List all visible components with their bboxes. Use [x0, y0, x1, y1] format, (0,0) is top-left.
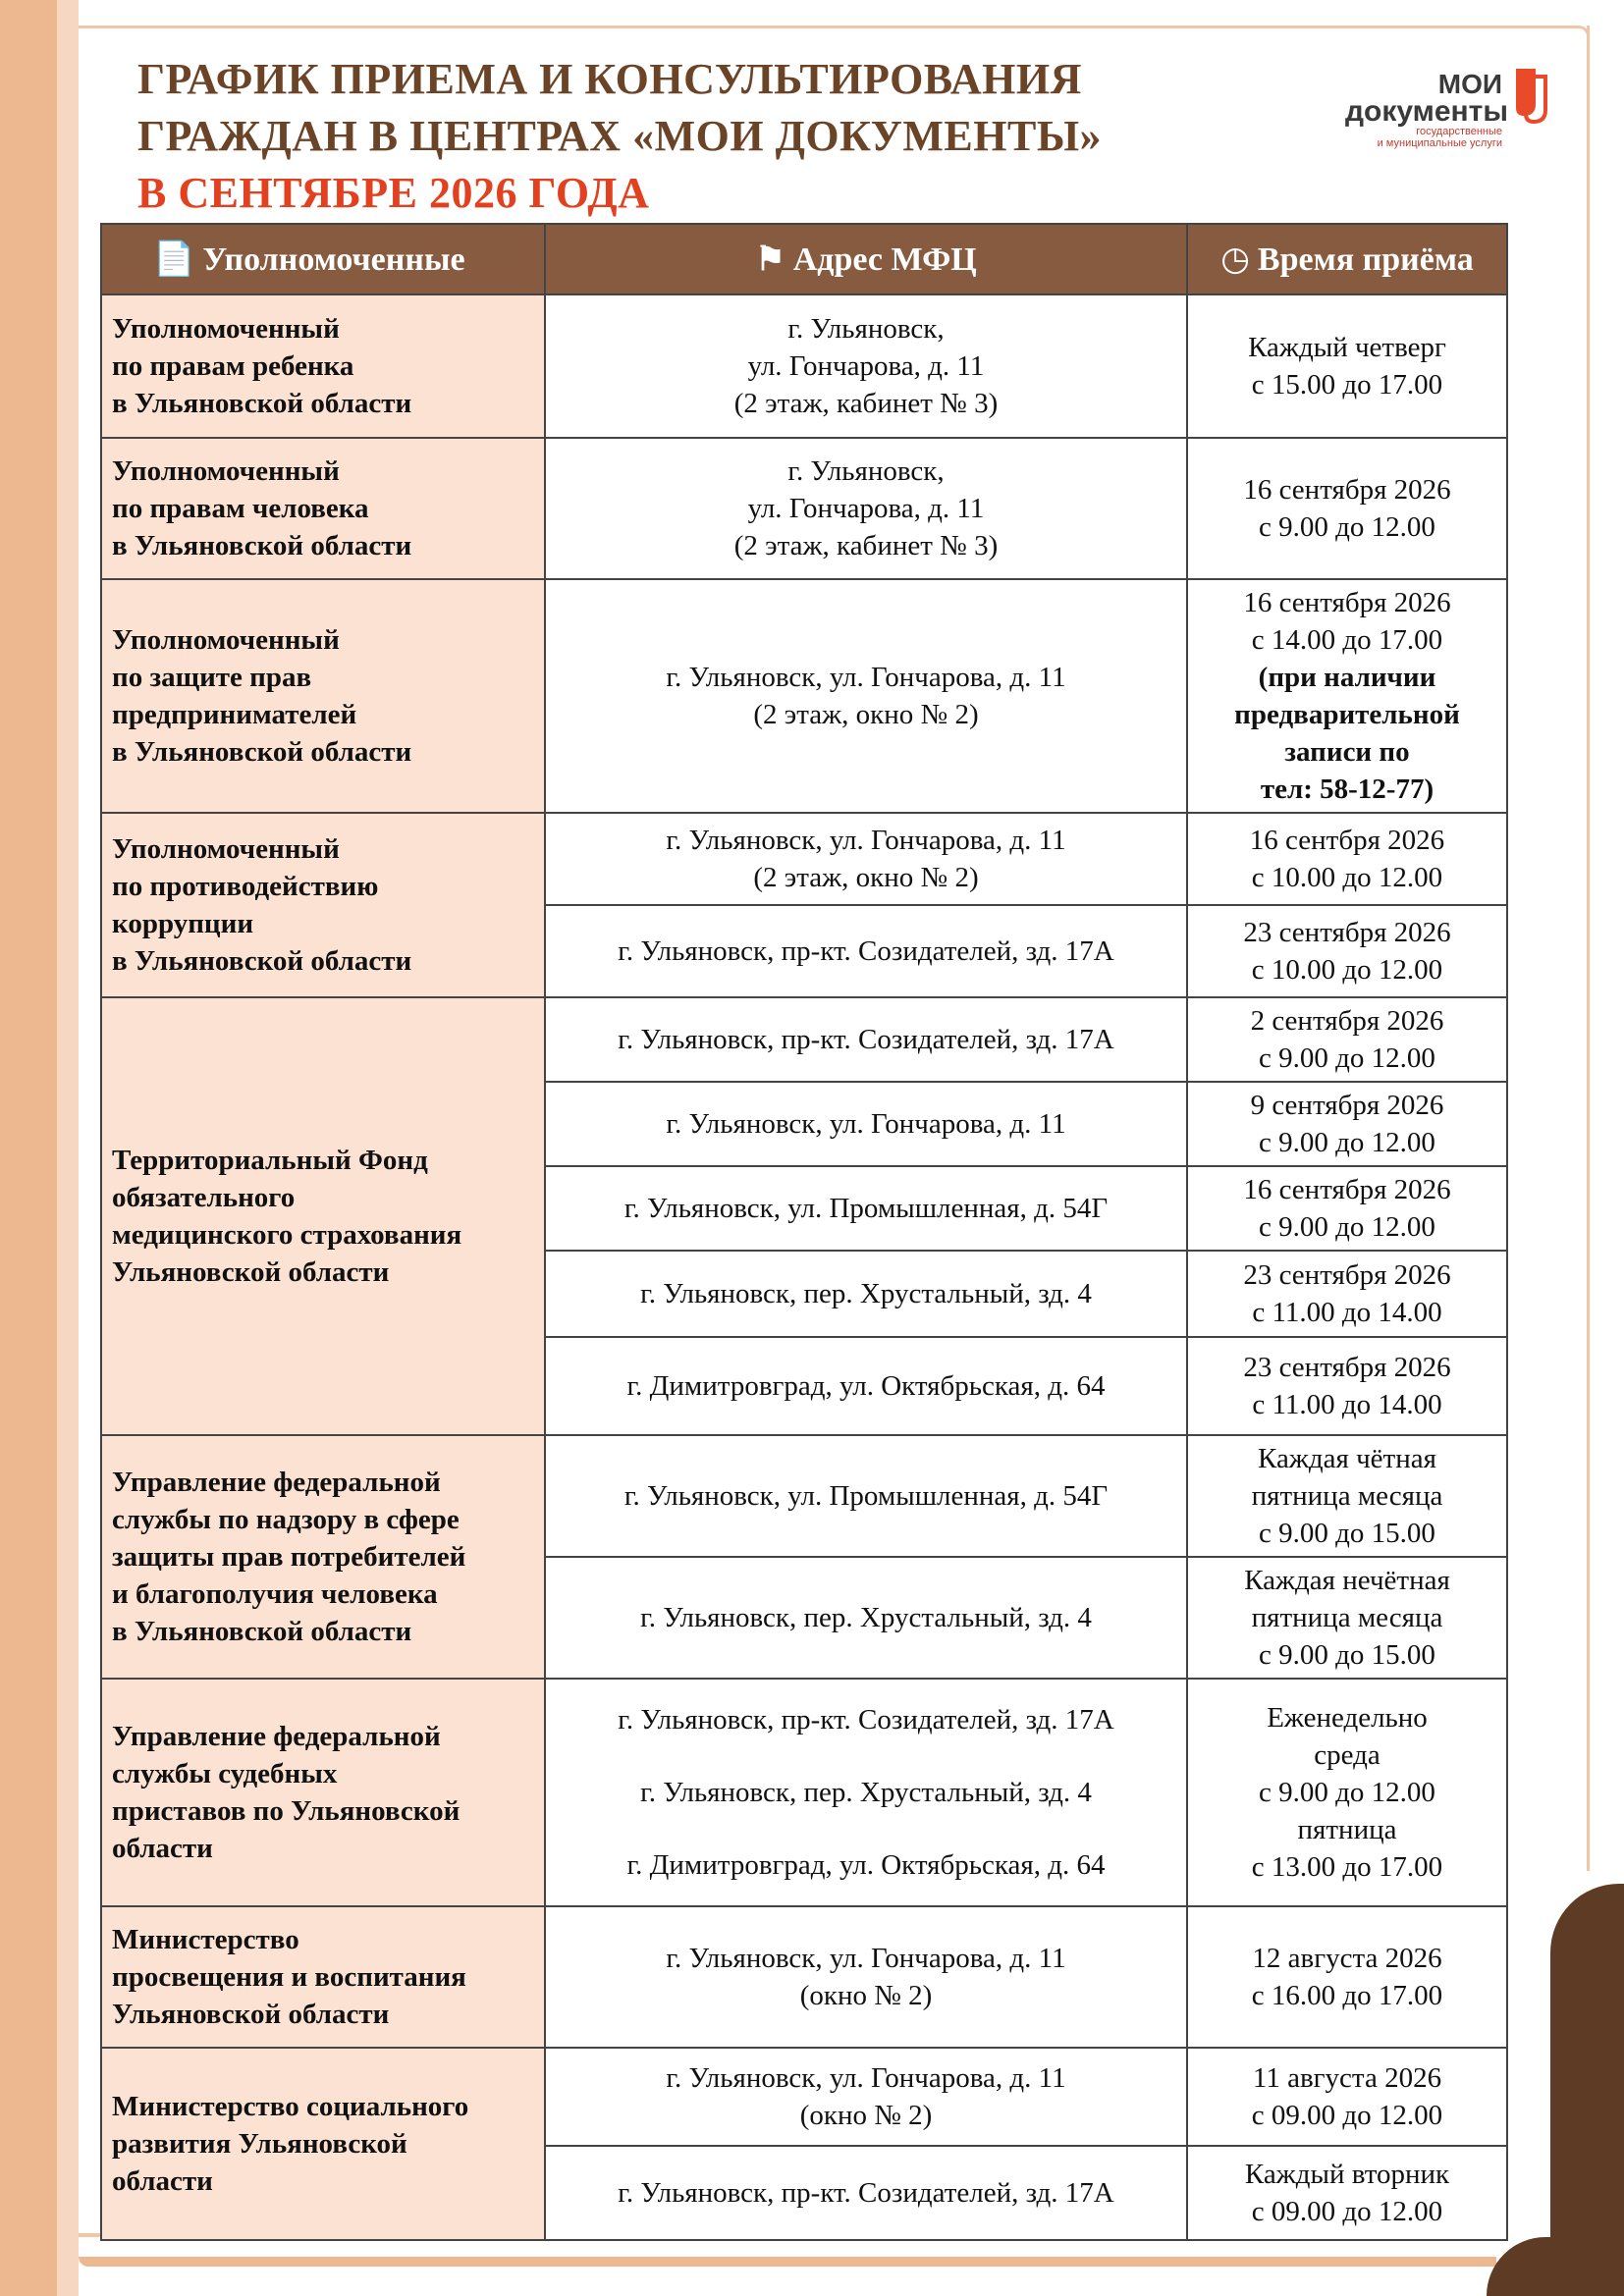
- time-line: пятница месяца: [1251, 1602, 1443, 1633]
- schedule-table: [100, 223, 1508, 2241]
- time-line: пятница: [1297, 1814, 1397, 1845]
- organization-cell: [101, 1435, 545, 1679]
- time-note-line: (при наличии: [1258, 662, 1436, 693]
- time-cell: [1187, 1679, 1507, 1906]
- organization-name-line: медицинского страхования: [112, 1219, 462, 1251]
- address-line: г. Ульяновск, ул. Гончарова, д. 11: [666, 2062, 1066, 2094]
- organization-name-line: службы по надзору в сфере: [112, 1504, 460, 1535]
- organization-name-line: по правам человека: [112, 493, 369, 524]
- time-line: Еженедельно: [1267, 1702, 1428, 1734]
- time-cell: [1187, 1906, 1507, 2048]
- address-line: (2 этаж, окно № 2): [753, 699, 979, 730]
- time-line: 12 августа 2026: [1252, 1943, 1442, 1974]
- address-cell: [545, 1906, 1187, 2048]
- organization-name-line: Министерство социального: [112, 2091, 469, 2122]
- time-line: 23 сентября 2026: [1243, 917, 1451, 948]
- organization-name-line: по противодействию: [112, 871, 379, 902]
- table-row: [101, 997, 1507, 1082]
- organization-name-line: Уполномоченный: [112, 624, 340, 656]
- address-line: г. Ульяновск, пер. Хрустальный, зд. 4: [640, 1777, 1092, 1808]
- address-line: (2 этаж, окно № 2): [753, 862, 979, 893]
- logo-sub-1: государственные: [1416, 126, 1502, 137]
- table-row: [101, 813, 1507, 905]
- clock-icon: ◷: [1220, 241, 1250, 278]
- organization-name-line: в Ульяновской области: [112, 736, 412, 768]
- address-line: г. Ульяновск, пер. Хрустальный, зд. 4: [640, 1278, 1092, 1309]
- page-title: [137, 51, 1316, 222]
- title-line-2: ГРАЖДАН В ЦЕНТРАХ «МОИ ДОКУМЕНТЫ»: [137, 112, 1103, 160]
- organization-name-line: развития Ульяновской: [112, 2128, 407, 2160]
- organization-name-line: коррупции: [112, 908, 254, 939]
- time-line: Каждая нечётная: [1244, 1565, 1450, 1596]
- time-cell: [1187, 294, 1507, 438]
- organization-name-line: просвещения и воспитания: [112, 1961, 466, 1993]
- time-line: пятница месяца: [1251, 1480, 1443, 1512]
- organization-name-line: в Ульяновской области: [112, 1616, 412, 1647]
- frame-left-band: [0, 0, 57, 2296]
- logo-top: МОИ: [1437, 69, 1502, 99]
- time-line: с 14.00 до 17.00: [1251, 624, 1443, 656]
- header-time: ◷ Время приёма: [1187, 224, 1507, 294]
- address-cell: [545, 1435, 1187, 1557]
- organization-name-line: защиты прав потребителей: [112, 1541, 466, 1573]
- organization-cell: [101, 438, 545, 579]
- organization-name-line: области: [112, 1833, 213, 1864]
- time-line: Каждая чётная: [1258, 1443, 1436, 1474]
- time-line: с 9.00 до 12.00: [1259, 1127, 1435, 1158]
- address-line: г. Ульяновск, ул. Гончарова, д. 11: [666, 662, 1066, 693]
- time-line: 2 сентября 2026: [1250, 1005, 1444, 1037]
- header-address: ⚑ Адрес МФЦ: [545, 224, 1187, 294]
- time-cell: [1187, 438, 1507, 579]
- corner-decoration-small: [1487, 2237, 1585, 2296]
- address-line: г. Ульяновск, пр-кт. Созидателей, зд. 17А: [618, 935, 1114, 967]
- address-cell: [545, 1557, 1187, 1679]
- organization-name-line: Управление федеральной: [112, 1721, 441, 1752]
- title-line-3: В СЕНТЯБРЕ 2026 ГОДА: [137, 169, 650, 217]
- address-line: (2 этаж, кабинет № 3): [733, 388, 999, 419]
- address-cell: [545, 2048, 1187, 2146]
- table-row: [101, 2048, 1507, 2146]
- address-line: г. Ульяновск, пр-кт. Созидателей, зд. 17А: [618, 1704, 1114, 1735]
- organization-name-line: приставов по Ульяновской: [112, 1795, 460, 1827]
- address-cell: [545, 1679, 1187, 1906]
- logo-main: документы: [1345, 95, 1508, 128]
- logo-mark-icon: [1510, 65, 1551, 124]
- time-cell: [1187, 1166, 1507, 1251]
- time-line: с 9.00 до 12.00: [1259, 1042, 1435, 1074]
- time-line: с 15.00 до 17.00: [1251, 369, 1443, 400]
- organization-name-line: Уполномоченный: [112, 833, 340, 865]
- time-cell: [1187, 1082, 1507, 1166]
- time-line: с 09.00 до 12.00: [1251, 2100, 1443, 2131]
- time-line: 23 сентября 2026: [1243, 1259, 1451, 1291]
- address-line: (2 этаж, кабинет № 3): [733, 530, 999, 561]
- address-cell: [545, 2146, 1187, 2240]
- organization-name-line: по правам ребенка: [112, 350, 354, 382]
- time-note-line: записи по: [1284, 736, 1410, 768]
- table-row: [101, 1906, 1507, 2048]
- organization-name-line: обязательного: [112, 1182, 296, 1213]
- time-line: 11 августа 2026: [1252, 2062, 1442, 2094]
- address-cell: [545, 905, 1187, 997]
- frame-bottom-band: [79, 2257, 1496, 2267]
- organization-name-line: области: [112, 2165, 213, 2197]
- time-line: 16 сентября 2026: [1243, 1174, 1451, 1205]
- flag-icon: ⚑: [755, 241, 785, 278]
- time-cell: [1187, 1557, 1507, 1679]
- time-note-line: предварительной: [1234, 699, 1460, 730]
- time-cell: [1187, 2146, 1507, 2240]
- address-line: ул. Гончарова, д. 11: [747, 350, 985, 382]
- address-cell: [545, 813, 1187, 905]
- address-cell: [545, 438, 1187, 579]
- time-line: с 13.00 до 17.00: [1251, 1851, 1443, 1883]
- time-line: с 11.00 до 14.00: [1252, 1389, 1442, 1420]
- time-cell: [1187, 579, 1507, 813]
- address-line: ул. Гончарова, д. 11: [747, 493, 985, 524]
- organization-name-line: Ульяновской области: [112, 1999, 390, 2030]
- organization-cell: [101, 579, 545, 813]
- address-line: г. Ульяновск, ул. Гончарова, д. 11: [666, 825, 1066, 856]
- time-cell: [1187, 905, 1507, 997]
- address-line: г. Димитровград, ул. Октябрьская, д. 64: [626, 1849, 1106, 1881]
- organization-cell: [101, 294, 545, 438]
- time-line: 16 сентября 2026: [1243, 474, 1451, 506]
- organization-name-line: Территориальный Фонд: [112, 1145, 428, 1176]
- time-cell: [1187, 1337, 1507, 1435]
- moi-dokumenty-logo: [1345, 65, 1571, 163]
- table-row: [101, 1435, 1507, 1557]
- header-authorized: 📄 Уполномоченные: [101, 224, 545, 294]
- organization-cell: [101, 1679, 545, 1906]
- time-line: Каждый четверг: [1248, 332, 1446, 363]
- frame-left-inner-band: [57, 0, 79, 2296]
- organization-name-line: Министерство: [112, 1924, 299, 1955]
- organization-name-line: в Ульяновской области: [112, 388, 412, 419]
- address-line: (окно № 2): [799, 2100, 933, 2131]
- address-line: г. Ульяновск, ул. Гончарова, д. 11: [666, 1943, 1066, 1974]
- time-line: среда: [1314, 1739, 1380, 1771]
- organization-name-line: Управление федеральной: [112, 1467, 441, 1498]
- organization-name-line: службы судебных: [112, 1758, 338, 1789]
- organization-name-line: Уполномоченный: [112, 455, 340, 487]
- address-line: г. Ульяновск, пр-кт. Созидателей, зд. 17А: [618, 2177, 1114, 2209]
- table-row: [101, 438, 1507, 579]
- organization-name-line: Ульяновской области: [112, 1256, 390, 1288]
- time-line: 16 сентября 2026: [1243, 587, 1451, 618]
- title-line-1: ГРАФИК ПРИЕМА И КОНСУЛЬТИРОВАНИЯ: [137, 55, 1082, 103]
- time-line: 9 сентября 2026: [1250, 1090, 1444, 1121]
- logo-text: [1345, 69, 1508, 149]
- address-cell: [545, 1251, 1187, 1337]
- time-cell: [1187, 1251, 1507, 1337]
- time-cell: [1187, 1435, 1507, 1557]
- time-cell: [1187, 2048, 1507, 2146]
- address-line: г. Ульяновск, ул. Гончарова, д. 11: [666, 1108, 1066, 1140]
- time-line: с 9.00 до 12.00: [1259, 511, 1435, 543]
- organization-cell: [101, 2048, 545, 2240]
- organization-name-line: предпринимателей: [112, 699, 357, 730]
- organization-name-line: Уполномоченный: [112, 313, 340, 345]
- frame-top-line: [79, 26, 1590, 36]
- time-line: с 9.00 до 15.00: [1259, 1518, 1435, 1549]
- time-line: с 11.00 до 14.00: [1252, 1297, 1442, 1328]
- organization-cell: [101, 997, 545, 1435]
- frame-right-line: [1567, 26, 1590, 1871]
- document-icon: 📄: [153, 241, 195, 278]
- address-line: г. Ульяновск, ул. Промышленная, д. 54Г: [623, 1480, 1109, 1512]
- address-line: г. Ульяновск, пр-кт. Созидателей, зд. 17А: [618, 1024, 1114, 1055]
- time-line: 23 сентября 2026: [1243, 1352, 1451, 1383]
- table-row: [101, 1679, 1507, 1906]
- organization-cell: [101, 1906, 545, 2048]
- address-cell: [545, 579, 1187, 813]
- time-line: с 10.00 до 12.00: [1251, 954, 1443, 986]
- address-line: г. Ульяновск,: [787, 313, 945, 345]
- time-line: с 9.00 до 12.00: [1259, 1211, 1435, 1243]
- organization-name-line: и благополучия человека: [112, 1578, 438, 1610]
- table-header-row: [101, 224, 1507, 294]
- address-cell: [545, 1166, 1187, 1251]
- time-line: с 10.00 до 12.00: [1251, 862, 1443, 893]
- organization-name-line: по защите прав: [112, 662, 312, 693]
- table-row: [101, 294, 1507, 438]
- time-note-line: тел: 58-12-77): [1260, 774, 1435, 805]
- time-cell: [1187, 813, 1507, 905]
- address-line: г. Ульяновск,: [787, 455, 945, 487]
- organization-cell: [101, 813, 545, 997]
- time-line: Каждый вторник: [1244, 2159, 1450, 2190]
- address-line: г. Ульяновск, ул. Промышленная, д. 54Г: [623, 1193, 1109, 1224]
- time-line: с 9.00 до 12.00: [1259, 1777, 1435, 1808]
- organization-name-line: в Ульяновской области: [112, 530, 412, 561]
- address-line: г. Димитровград, ул. Октябрьская, д. 64: [626, 1370, 1106, 1402]
- time-line: с 16.00 до 17.00: [1251, 1980, 1443, 2011]
- organization-name-line: в Ульяновской области: [112, 945, 412, 977]
- address-line: (окно № 2): [799, 1980, 933, 2011]
- table-row: [101, 579, 1507, 813]
- logo-sub-2: и муниципальные услуги: [1377, 137, 1502, 149]
- time-cell: [1187, 997, 1507, 1082]
- time-line: 16 сентбря 2026: [1249, 825, 1445, 856]
- time-line: с 09.00 до 12.00: [1251, 2196, 1443, 2227]
- corner-decoration: [1550, 1884, 1624, 2296]
- time-line: с 9.00 до 15.00: [1259, 1639, 1435, 1671]
- address-cell: [545, 1337, 1187, 1435]
- address-cell: [545, 1082, 1187, 1166]
- address-cell: [545, 294, 1187, 438]
- address-line: г. Ульяновск, пер. Хрустальный, зд. 4: [640, 1602, 1092, 1633]
- address-cell: [545, 997, 1187, 1082]
